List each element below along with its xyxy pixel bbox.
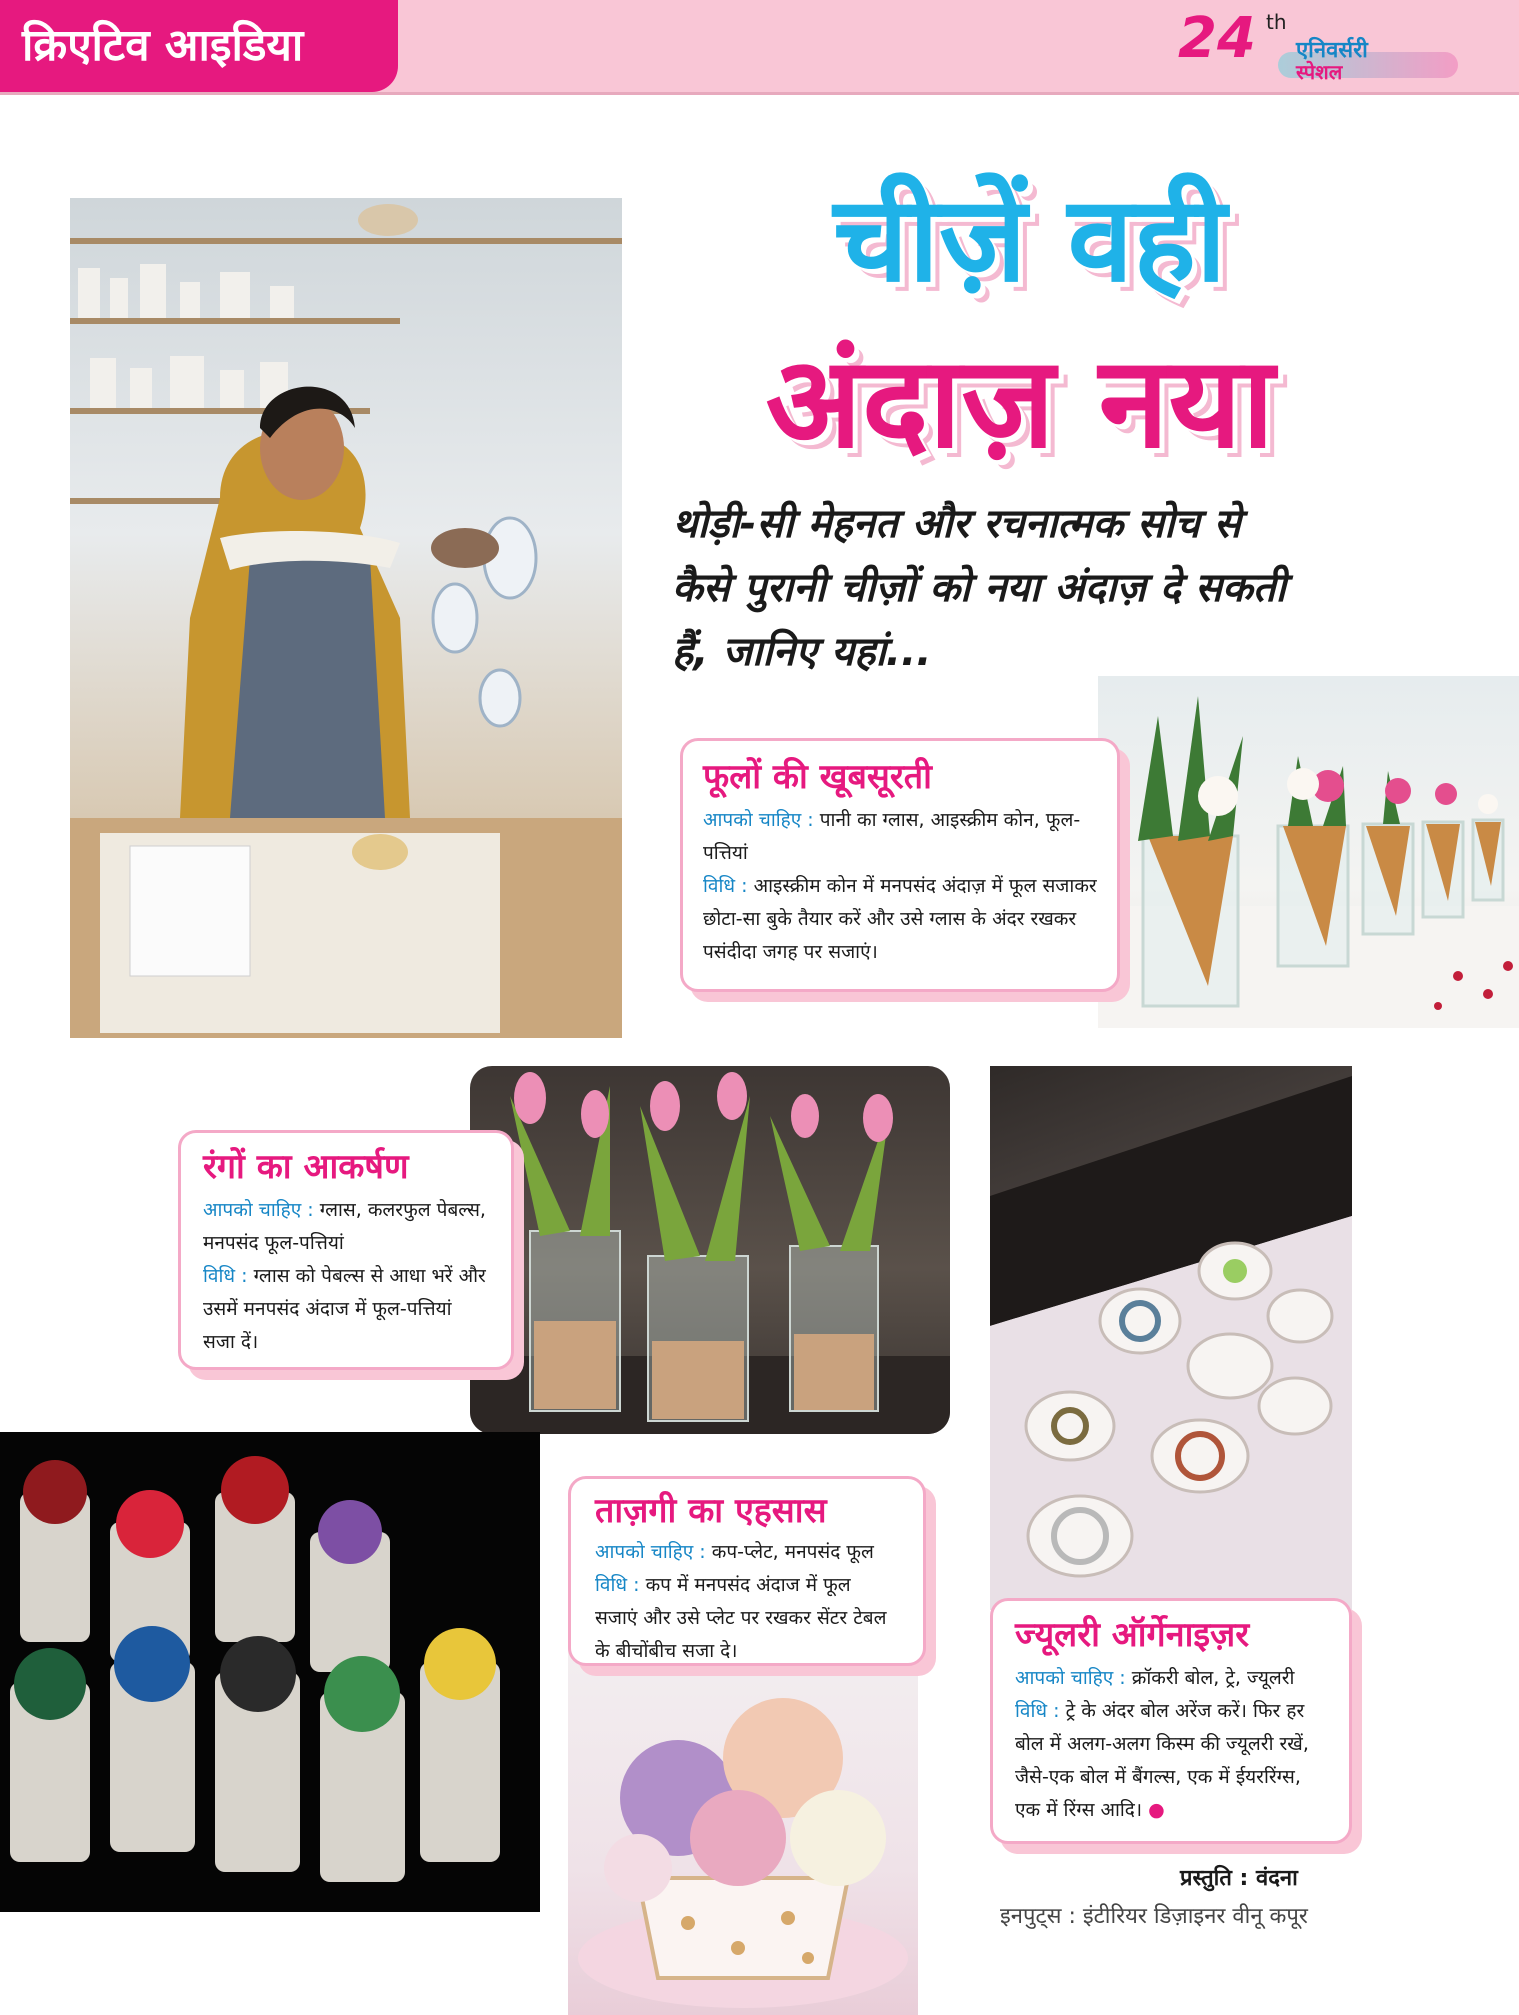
paint-tubes-photo	[0, 1432, 540, 1912]
idea-title: रंगों का आकर्षण	[203, 1147, 409, 1187]
teacup-flowers-photo	[568, 1648, 918, 2015]
idea-card-freshness	[568, 1476, 926, 1666]
lede-text: थोड़ी-सी मेहनत और रचनात्मक सोच से कैसे पुरानी चीज़ों को नया अंदाज़ दे सकती हैं, जानिए यहां...	[672, 501, 1286, 675]
idea-title: फूलों की खूबसूरती	[703, 757, 932, 797]
idea-title: ताज़गी का एहसास	[595, 1491, 827, 1531]
method-label: विधि :	[1015, 1700, 1060, 1723]
need-text: क्रॉकरी बोल, ट्रे, ज्यूलरी	[1131, 1667, 1295, 1690]
method-text: कप में मनपसंद अंदाज में फूल सजाएं और उसे प्लेट पर रखकर सेंटर टेबल के बीचोंबीच सजा दे।	[595, 1574, 887, 1663]
end-dot-icon: ●	[1148, 1799, 1165, 1822]
need-text: कप-प्लेट, मनपसंद फूल	[711, 1541, 874, 1564]
method-label: विधि :	[595, 1574, 640, 1597]
anniversary-suffix: th	[1266, 10, 1287, 34]
anniversary-line2: स्पेशल	[1296, 60, 1343, 84]
method-label: विधि :	[703, 875, 748, 898]
tulips-photo	[470, 1066, 950, 1434]
idea-card-colors	[178, 1130, 514, 1370]
idea-body	[203, 1194, 489, 1359]
credit-presented: प्रस्तुति : वंदना	[1180, 1866, 1298, 1891]
need-label: आपको चाहिए :	[203, 1199, 314, 1222]
cone-bouquet-photo	[1098, 676, 1519, 1028]
need-label: आपको चाहिए :	[1015, 1667, 1126, 1690]
idea-body	[703, 804, 1097, 969]
need-label: आपको चाहिए :	[595, 1541, 706, 1564]
idea-title: ज्यूलरी ऑर्गेनाइज़र	[1015, 1615, 1250, 1655]
idea-card-flowers	[680, 738, 1120, 992]
jewelry-drawer-photo	[990, 1066, 1352, 1610]
method-label: विधि :	[203, 1265, 248, 1288]
idea-body	[595, 1536, 899, 1668]
method-text: ट्रे के अंदर बोल अरेंज करें। फिर हर बोल में अलग-अलग किस्म की ज्यूलरी रखें, जैसे-एक बोल में बैंगल्स, एक में ईयररिंग्स, एक में रिंग्स आदि।	[1015, 1700, 1309, 1822]
need-label: आपको चाहिए :	[703, 809, 814, 832]
method-text: ग्लास को पेबल्स से आधा भरें और उसमें मनपसंद अंदाज में फूल-पत्तियां सजा दें।	[203, 1265, 486, 1354]
anniversary-number: 24	[1178, 6, 1256, 71]
headline-line2: अंदाज़ नया	[765, 329, 1275, 476]
need-text: पानी का ग्लास, आइस्क्रीम कोन, फूल-पत्तियां	[703, 809, 1081, 865]
section-tab: क्रिएटिव आइडिया	[0, 0, 398, 92]
anniversary-line1: एनिवर्सरी	[1296, 38, 1368, 63]
idea-card-jewelry	[990, 1598, 1352, 1844]
credit-inputs: इनपुट्स : इंटीरियर डिज़ाइनर वीनू कपूर	[1000, 1904, 1308, 1929]
idea-body	[1015, 1662, 1327, 1827]
headline-line1: चीज़ें वही	[833, 170, 1227, 308]
anniversary-logo	[1178, 6, 1478, 88]
need-text: ग्लास, कलरफुल पेबल्स, मनपसंद फूल-पत्तियां	[203, 1199, 486, 1255]
potter-photo	[70, 198, 622, 1038]
method-text: आइस्क्रीम कोन में मनपसंद अंदाज़ में फूल सजाकर छोटा-सा बुके तैयार करें और उसे ग्लास के अंदर रखकर पसंदीदा जगह पर सजाएं।	[703, 875, 1097, 964]
